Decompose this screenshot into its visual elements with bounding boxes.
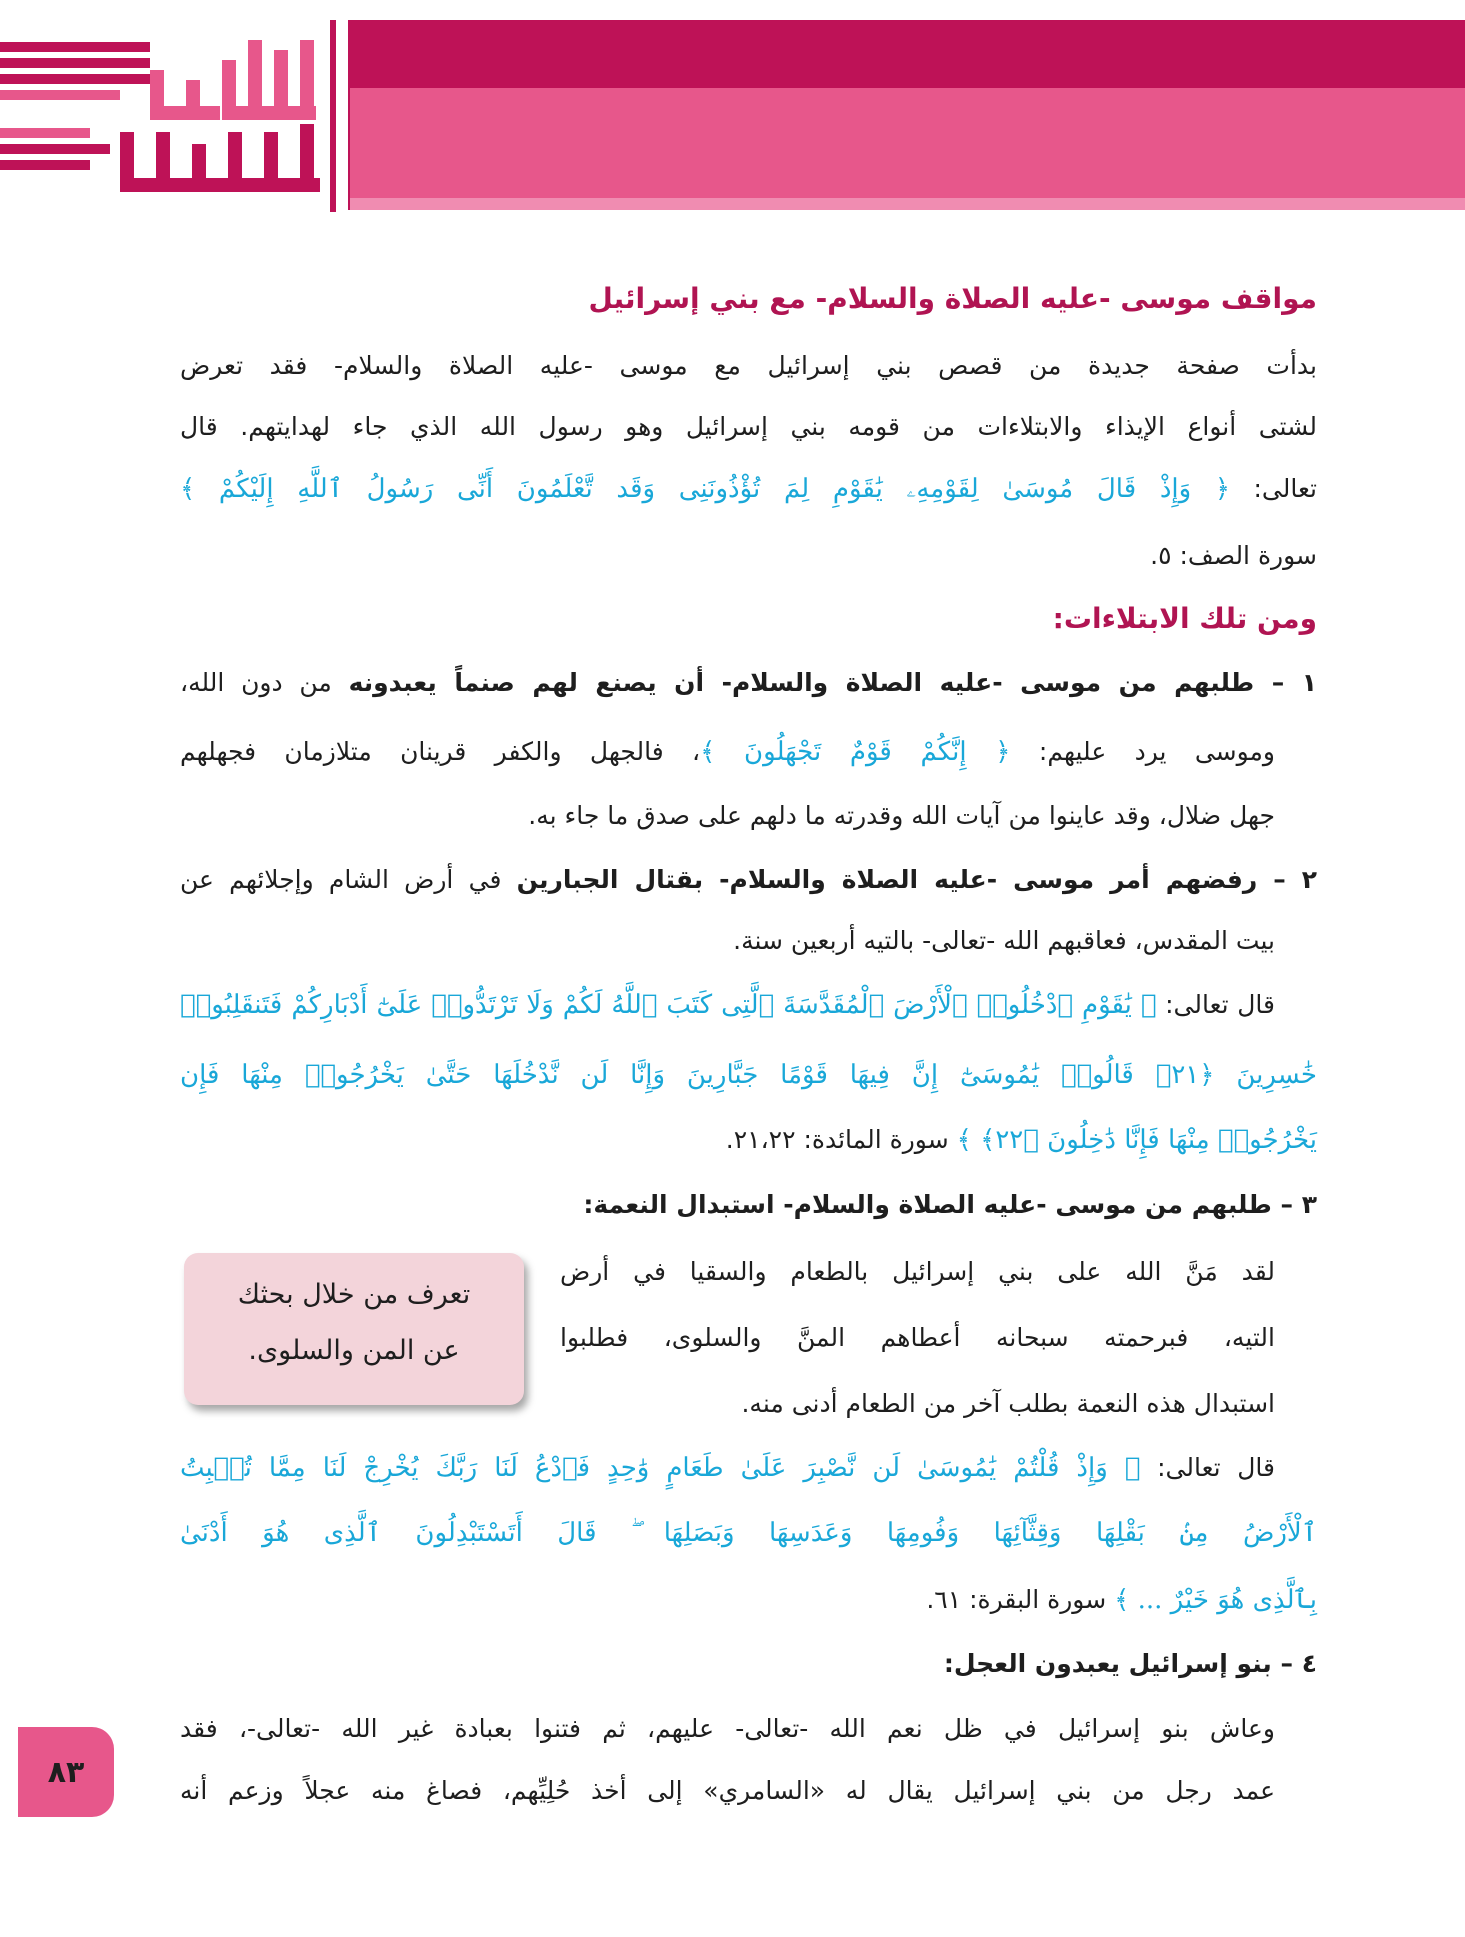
item1-number: ١ –	[1254, 668, 1317, 697]
page-title: مواقف موسى -عليه الصلاة والسلام- مع بني إسرائيل	[588, 282, 1317, 315]
intro-quote-prefix: تعالى:	[1230, 474, 1318, 503]
intro-line-2: لشتى أنواع الإيذاء والابتلاءات من قومه بني إسرائيل وهو رسول الله الذي جاء لهدايتهم. قال	[180, 412, 1317, 441]
item1-text-a: وموسى يرد عليهم:	[1010, 737, 1276, 766]
item4-heading: بنو إسرائيل يعبدون العجل:	[943, 1649, 1272, 1678]
item2-number: ٢ –	[1257, 865, 1317, 894]
item2-reference: سورة المائدة: ٢١،٢٢.	[725, 1125, 957, 1154]
item2-line-1	[180, 865, 1317, 895]
item1-rest: من دون الله،	[180, 668, 349, 697]
item2-quran-line-3	[180, 1125, 1317, 1155]
quran-verse-baqarah-2: ٱلْأَرْضُ مِنۢ بَقْلِهَا وَقِثَّآئِهَا وَفُومِهَا وَعَدَسِهَا وَبَصَلِهَا ۖ قَالَ أَتَسْتَبْدِلُونَ ٱلَّذِى هُوَ أَدْنَىٰ	[180, 1518, 1317, 1548]
item3-number: ٣ –	[1271, 1190, 1317, 1219]
item2-quran-line-1	[180, 990, 1275, 1020]
section-heading: ومن تلك الابتلاءات:	[1052, 602, 1317, 635]
page-number: ٨٣	[18, 1727, 114, 1817]
item3-line-2: لقد مَنَّ الله على بني إسرائيل بالطعام والسقيا في أرض	[560, 1257, 1275, 1286]
item1-line-2	[180, 737, 1275, 767]
intro-line-4: سورة الصف: ٥.	[1150, 541, 1317, 570]
item3-quote-prefix: قال تعالى:	[1140, 1453, 1276, 1482]
item4-line-1	[180, 1649, 1317, 1679]
header-band-stripe	[350, 198, 1465, 210]
note-line-1: تعرف من خلال بحثك	[237, 1279, 471, 1310]
quran-verse-maidah-3: يَخْرُجُوا۟ مِنْهَا فَإِنَّا دَٰخِلُونَ ﴿٢٢﴾ ﴾	[956, 1125, 1317, 1155]
header-band-inner	[350, 88, 1465, 200]
item4-line-2: وعاش بنو إسرائيل في ظل نعم الله -تعالى- عليهم، ثم فتنوا بعبادة غير الله -تعالى-، فقد	[180, 1714, 1275, 1743]
research-note-box	[184, 1253, 524, 1405]
item4-number: ٤ –	[1271, 1649, 1317, 1678]
item2-line-2: بيت المقدس، فعاقبهم الله -تعالى- بالتيه أربعين سنة.	[733, 926, 1275, 955]
item3-line-3: التيه، فبرحمته سبحانه أعطاهم المنَّ والسلوى، فطلبوا	[560, 1323, 1275, 1352]
quran-verse-maidah-1: ﴿ يَٰقَوْمِ ٱدْخُلُوا۟ ٱلْأَرْضَ ٱلْمُقَدَّسَةَ ٱلَّتِى كَتَبَ ٱللَّهُ لَكُمْ وَلَا تَرْتَدُّوا۟ عَلَىٰٓ أَدْبَارِكُمْ فَتَنقَلِبُوا۟	[180, 990, 1157, 1020]
item1-heading: طلبهم من موسى -عليه الصلاة والسلام- أن يصنع لهم صنماً يعبدونه	[348, 668, 1255, 697]
section-logo	[0, 20, 348, 212]
note-line-2: عن المن والسلوى.	[248, 1335, 460, 1366]
item2-rest: في أرض الشام وإجلائهم عن	[180, 865, 517, 894]
item2-heading: رفضهم أمر موسى -عليه الصلاة والسلام- بقتال الجبارين	[516, 865, 1258, 894]
item1-line-1	[180, 668, 1317, 698]
quran-verse-baqarah-3: بِٱلَّذِى هُوَ خَيْرٌ ... ﴾	[1114, 1585, 1317, 1615]
item1-line-3: جهل ضلال، وقد عاينوا من آيات الله وقدرته ما دلهم على صدق ما جاء به.	[528, 801, 1275, 830]
item2-quote-prefix: قال تعالى:	[1156, 990, 1276, 1019]
quran-verse-baqarah-1: ﴿ وَإِذْ قُلْتُمْ يَٰمُوسَىٰ لَن نَّصْبِرَ عَلَىٰ طَعَامٍ وَٰحِدٍ فَٱدْعُ لَنَا رَبَّكَ يُخْرِجْ لَنَا مِمَّا تُنۢبِتُ	[180, 1453, 1141, 1483]
item1-text-b: ، فالجهل والكفر قرينان متلازمان فجهلهم	[180, 737, 701, 766]
logo-kufic-icon	[0, 20, 348, 212]
intro-line-3	[180, 474, 1317, 504]
quran-verse-maidah-2: خَٰسِرِينَ ﴿٢١﴾ قَالُوا۟ يَٰمُوسَىٰٓ إِنَّ فِيهَا قَوْمًا جَبَّارِينَ وَإِنَّا لَن نَّدْخُلَهَا حَتَّىٰ يَخْرُجُوا۟ مِنْهَا فَإِن	[180, 1060, 1317, 1090]
item3-quran-line-3	[180, 1585, 1317, 1615]
quran-verse-jahl: ﴿ إِنَّكُمْ قَوْمٌ تَجْهَلُونَ ﴾	[700, 737, 1011, 767]
item3-line-1	[180, 1190, 1317, 1220]
intro-line-1: بدأت صفحة جديدة من قصص بني إسرائيل مع موسى -عليه الصلاة والسلام- فقد تعرض	[180, 351, 1317, 380]
item3-quran-line-1	[180, 1453, 1275, 1483]
item4-line-3: عمد رجل من بني إسرائيل يقال له «السامري» إلى أخذ حُلِيِّهم، فصاغ منه عجلاً وزعم أنه	[180, 1776, 1275, 1805]
item3-heading: طلبهم من موسى -عليه الصلاة والسلام- استبدال النعمة:	[583, 1190, 1272, 1219]
quran-verse-saff: ﴿ وَإِذْ قَالَ مُوسَىٰ لِقَوْمِهِۦ يَٰقَوْمِ لِمَ تُؤْذُونَنِى وَقَد تَّعْلَمُونَ أَنِّى رَسُولُ ٱللَّهِ إِلَيْكُمْ ﴾	[180, 474, 1231, 504]
item3-line-4: استبدال هذه النعمة بطلب آخر من الطعام أدنى منه.	[741, 1389, 1275, 1418]
item3-reference: سورة البقرة: ٦١.	[926, 1585, 1115, 1614]
